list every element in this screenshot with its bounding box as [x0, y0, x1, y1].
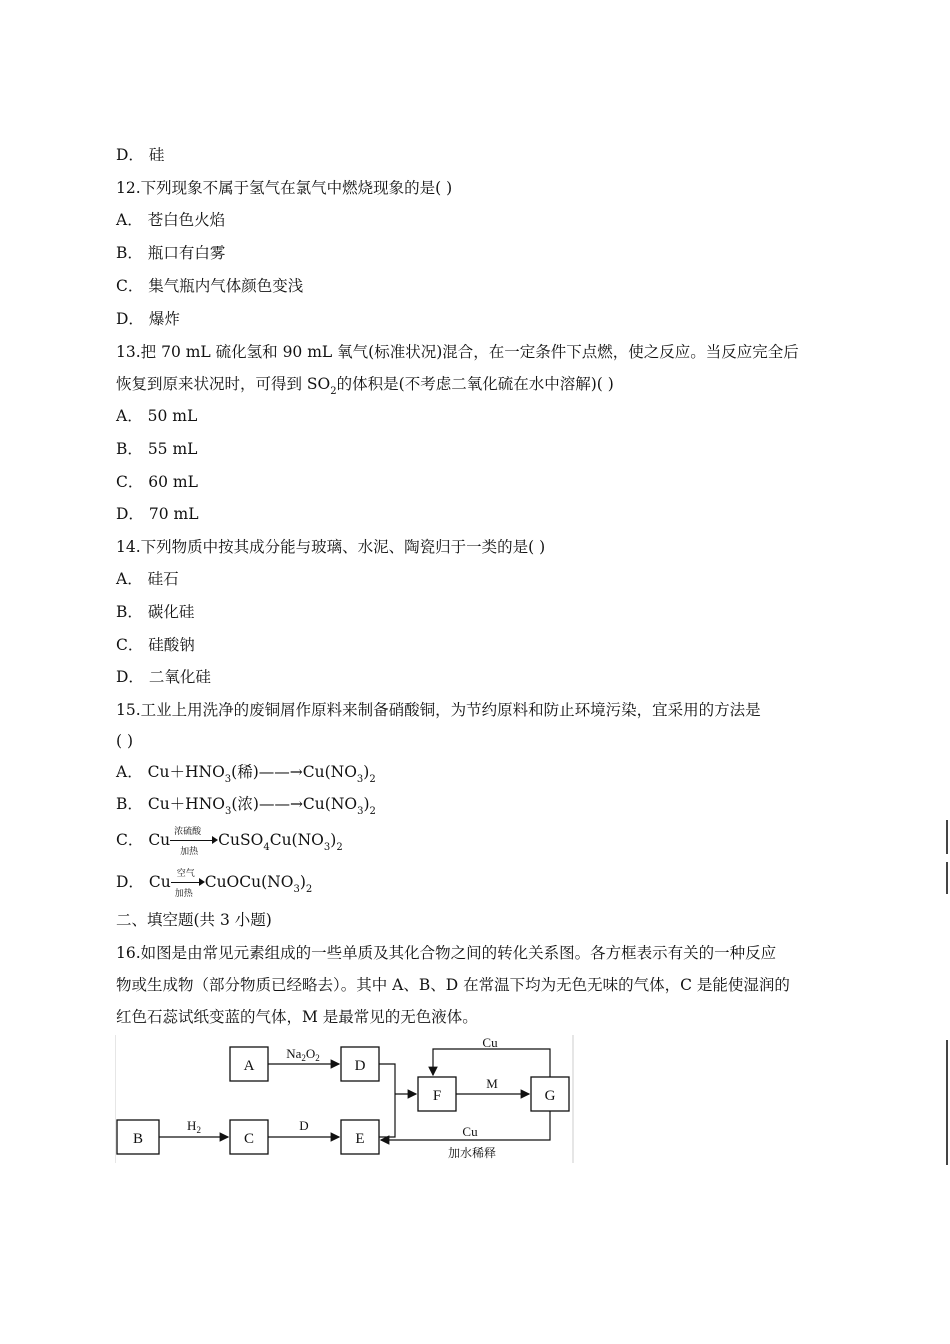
section-heading: 二、填空题(共 3 小题) [116, 911, 272, 929]
q11-option-d: D． 硅 [116, 146, 165, 164]
q16-stem-line2: 物或生成物（部分物质已经略去）。其中 A、B、D 在常温下均为无色无味的气体，C 是能使湿润的 [116, 976, 790, 994]
subscript: 3 [357, 806, 364, 817]
scan-edge-mark [946, 820, 948, 854]
node-c-label: C [243, 1131, 255, 1147]
q14-option-a: A． 硅石 [116, 570, 179, 588]
subscript: 3 [224, 806, 232, 817]
q15-option-d [116, 869, 313, 899]
subscript: 4 [263, 842, 270, 853]
condition-bottom: 加热 [180, 847, 199, 857]
formula-part: ) [330, 831, 337, 849]
subscript: 2 [369, 806, 376, 817]
formula-part: ) [299, 873, 306, 891]
q13-text-a: 恢复到原来状况时，可得到 SO [116, 375, 331, 393]
arrow-line [171, 882, 201, 883]
formula-part: CuSO [218, 831, 264, 849]
q14-option-c: C． 硅酸钠 [116, 636, 195, 654]
scan-edge-mark [946, 1040, 948, 1165]
q12-stem: 12.下列现象不属于氢气在氯气中燃烧现象的是( ) [116, 179, 453, 197]
q12-option-c: C． 集气瓶内气体颜色变浅 [116, 277, 304, 295]
formula-part: Cu＋HNO [147, 795, 225, 813]
label-na2o2: $Na_2O_2$ [286, 1046, 320, 1063]
q13-option-a: A． 50 mL [116, 407, 198, 425]
arrowhead [212, 836, 218, 844]
conversion-diagram [115, 1035, 575, 1163]
label-dilute: 加水稀释 [447, 1146, 497, 1160]
q14-stem: 14.下列物质中按其成分能与玻璃、水泥、陶瓷归于一类的是( ) [116, 538, 546, 556]
node-a-label: A [243, 1058, 255, 1074]
label-h2: $H_2$ [187, 1118, 201, 1135]
node-b-label: B [132, 1131, 144, 1147]
subscript: 3 [224, 774, 232, 785]
q13-option-b: B． 55 mL [116, 440, 198, 458]
option-label: D． [116, 873, 144, 891]
q13-stem-line2 [116, 374, 614, 397]
condition-top: 空气 [176, 869, 195, 879]
q13-option-d: D． 70 mL [116, 505, 199, 523]
q15-option-c [116, 827, 343, 857]
q13-subscript: 2 [330, 386, 337, 397]
q12-option-b: B． 瓶口有白雾 [116, 244, 226, 262]
q15-option-b [116, 794, 376, 817]
q14-option-b: B． 碳化硅 [116, 603, 195, 621]
formula-part: (稀)——→Cu(NO [231, 763, 357, 781]
bracket-d-e [379, 1064, 395, 1137]
reaction-arrow-with-condition [170, 827, 218, 857]
q13-stem-line1: 13.把 70 mL 硫化氢和 90 mL 氧气(标准状况)混合，在一定条件下点燃，使之反应。当反应完全后 [116, 343, 799, 361]
label-cu-bottom: Cu [462, 1124, 478, 1139]
subscript: 3 [356, 774, 364, 785]
subscript: 3 [293, 884, 300, 895]
q15-stem-line2: ( ) [116, 732, 134, 750]
subscript: 2 [369, 774, 376, 785]
q15-option-a [116, 762, 376, 785]
formula-part: Cu [148, 873, 171, 891]
subscript: 2 [305, 884, 313, 895]
q14-option-d: D． 二氧化硅 [116, 668, 211, 686]
q16-stem-line1: 16.如图是由常见元素组成的一些单质及其化合物之间的转化关系图。各方框表示有关的一种反应 [116, 944, 777, 962]
formula-part: CuOCu(NO [204, 873, 294, 891]
arrow-line [170, 840, 214, 841]
formula-part: ) [363, 763, 370, 781]
node-d-label: D [354, 1058, 366, 1074]
node-f-label: F [432, 1088, 442, 1104]
option-label: A． [116, 763, 143, 781]
q13-option-c: C． 60 mL [116, 473, 198, 491]
formula-part: ) [363, 795, 370, 813]
label-d: D [299, 1118, 309, 1133]
q16-stem-line3: 红色石蕊试纸变蓝的气体，M 是最常见的无色液体。 [116, 1008, 478, 1026]
formula-part: (浓)——→Cu(NO [231, 795, 358, 813]
q12-option-a: A． 苍白色火焰 [116, 211, 226, 229]
subscript: 2 [336, 842, 343, 853]
formula-part: Cu＋HNO [147, 763, 225, 781]
label-m: M [486, 1076, 498, 1091]
formula-part: Cu(NO [269, 831, 324, 849]
arrow-g-to-f [433, 1049, 550, 1077]
node-e-label: E [355, 1131, 365, 1147]
option-label: C． [116, 831, 144, 849]
q15-stem-line1: 15.工业上用洗净的废铜屑作原料来制备硝酸铜，为节约原料和防止环境污染，宜采用的方法是 [116, 701, 761, 719]
q13-text-b: 的体积是(不考虑二氧化硫在水中溶解)( ) [336, 375, 614, 393]
node-g-label: G [544, 1088, 556, 1104]
q12-option-d: D． 爆炸 [116, 310, 180, 328]
label-cu-top: Cu [482, 1035, 498, 1050]
scan-edge-mark [946, 862, 948, 894]
subscript: 3 [323, 842, 331, 853]
option-label: B． [116, 795, 143, 813]
condition-top: 浓硫酸 [174, 827, 202, 837]
condition-bottom: 加热 [174, 889, 193, 899]
arrowhead [199, 878, 205, 886]
reaction-arrow-with-condition [171, 869, 205, 899]
formula-part: Cu [148, 831, 171, 849]
